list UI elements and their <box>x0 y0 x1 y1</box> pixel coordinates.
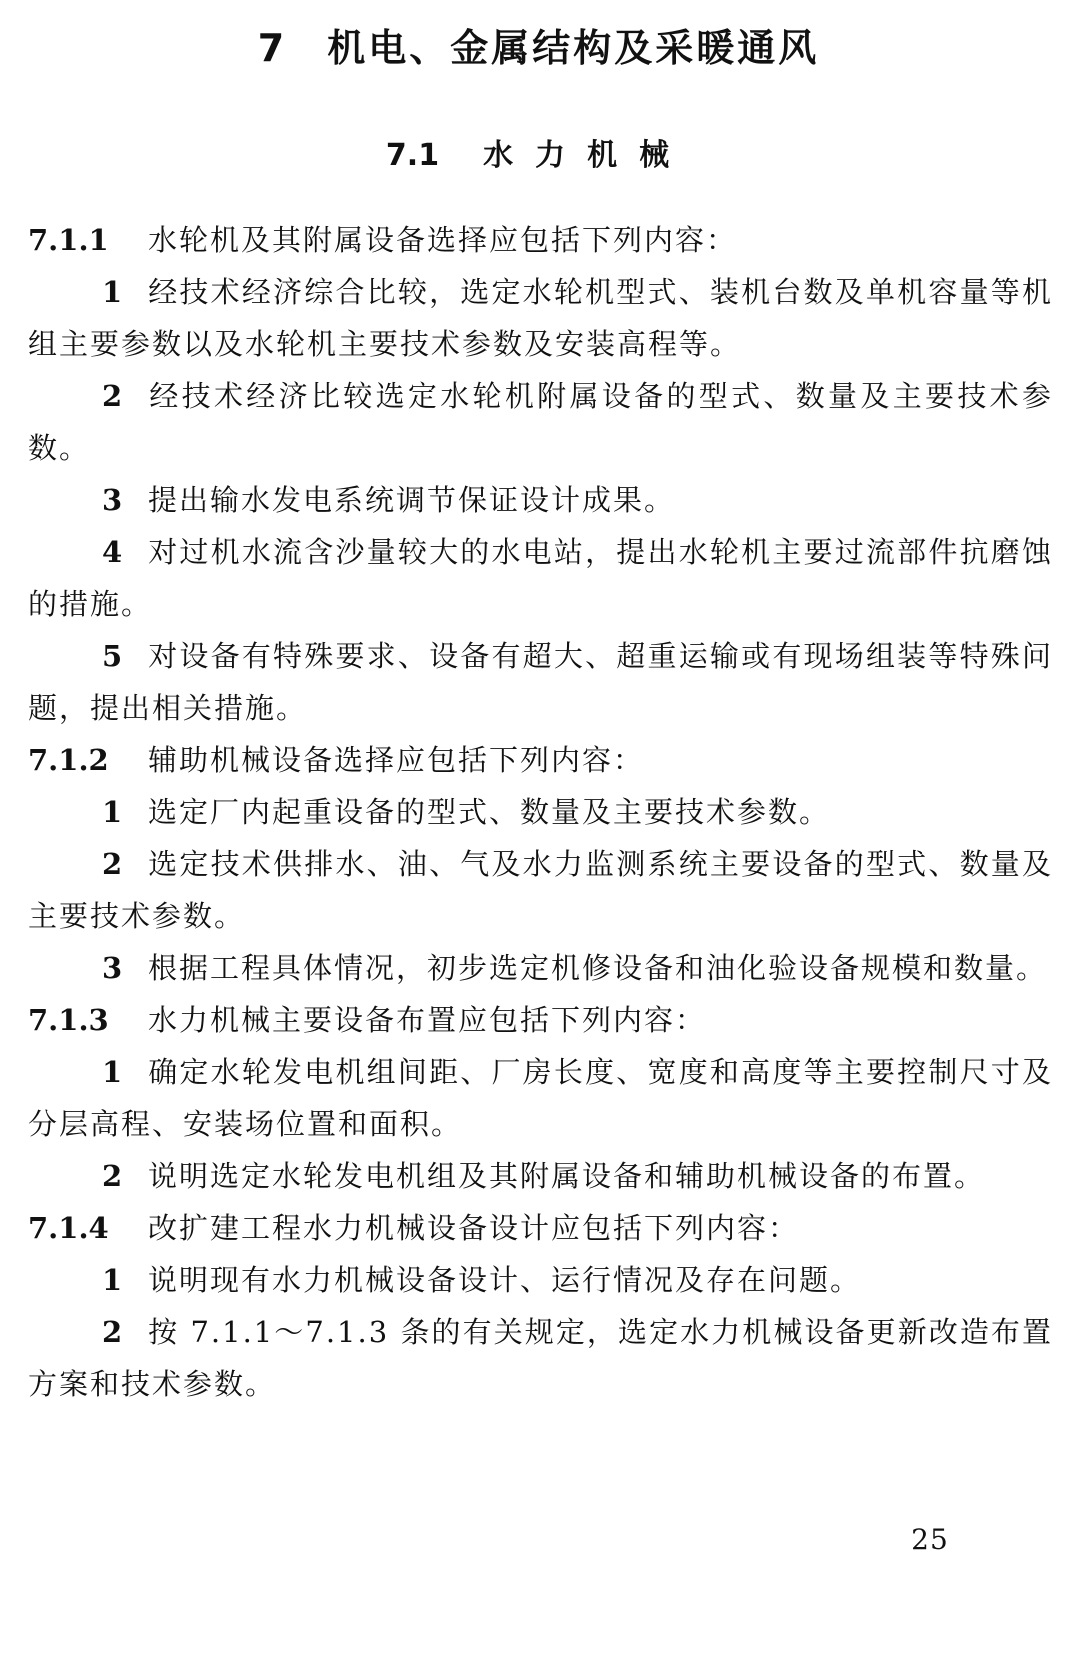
clause-number: 7.1.1 <box>28 223 109 257</box>
chapter-heading <box>0 18 1077 78</box>
clause-item <box>28 630 1053 734</box>
document-body <box>28 214 1053 1410</box>
clause-item <box>28 786 1053 838</box>
clause-number: 7.1.3 <box>28 1003 109 1037</box>
item-text: 说明现有水力机械设备设计、运行情况及存在问题。 <box>148 1263 862 1297</box>
item-text: 按 7.1.1～7.1.3 条的有关规定，选定水力机械设备更新改造布置方案和技术参数。 <box>28 1315 1053 1401</box>
item-text: 对设备有特殊要求、设备有超大、超重运输或有现场组装等特殊问题，提出相关措施。 <box>28 639 1053 725</box>
item-text: 提出输水发电系统调节保证设计成果。 <box>148 483 676 517</box>
clause-item <box>28 838 1053 942</box>
item-number: 2 <box>102 1159 123 1193</box>
item-number: 1 <box>102 275 123 309</box>
clause-text: 辅助机械设备选择应包括下列内容： <box>148 743 645 777</box>
item-number: 5 <box>102 639 123 673</box>
item-number: 1 <box>102 795 123 829</box>
item-text: 选定技术供排水、油、气及水力监测系统主要设备的型式、数量及主要技术参数。 <box>28 847 1053 933</box>
item-number: 2 <box>102 1315 123 1349</box>
clause <box>28 994 1053 1046</box>
item-number: 2 <box>102 379 123 413</box>
item-number: 1 <box>102 1055 123 1089</box>
clause-number: 7.1.2 <box>28 743 109 777</box>
clause <box>28 734 1053 786</box>
item-number: 1 <box>102 1263 123 1297</box>
item-text: 对过机水流含沙量较大的水电站，提出水轮机主要过流部件抗磨蚀的措施。 <box>28 535 1053 621</box>
clause-item <box>28 1254 1053 1306</box>
clause-number: 7.1.4 <box>28 1211 109 1245</box>
section-heading <box>0 130 1077 182</box>
clause-item <box>28 474 1053 526</box>
clause-text: 改扩建工程水力机械设备设计应包括下列内容： <box>148 1211 800 1245</box>
clause-item <box>28 526 1053 630</box>
section-title: 水力机械 <box>483 138 692 173</box>
page-number: 25 <box>911 1523 949 1556</box>
item-text: 说明选定水轮发电机组及其附属设备和辅助机械设备的布置。 <box>148 1159 986 1193</box>
chapter-number: 7 <box>257 26 288 70</box>
item-number: 3 <box>102 483 123 517</box>
item-text: 确定水轮发电机组间距、厂房长度、宽度和高度等主要控制尺寸及分层高程、安装场位置和面积。 <box>28 1055 1053 1141</box>
clause <box>28 1202 1053 1254</box>
chapter-title: 机电、金属结构及采暖通风 <box>327 26 820 70</box>
clause-text: 水轮机及其附属设备选择应包括下列内容： <box>148 223 738 257</box>
item-number: 4 <box>102 535 123 569</box>
clause-item <box>28 370 1053 474</box>
clause-text: 水力机械主要设备布置应包括下列内容： <box>148 1003 707 1037</box>
item-text: 经技术经济综合比较，选定水轮机型式、装机台数及单机容量等机组主要参数以及水轮机主要技术参数及安装高程等。 <box>28 275 1053 361</box>
clause-item <box>28 1306 1053 1410</box>
clause-item <box>28 942 1053 994</box>
clause-item <box>28 1150 1053 1202</box>
clause-item <box>28 1046 1053 1150</box>
item-number: 2 <box>102 847 123 881</box>
item-text: 根据工程具体情况，初步选定机修设备和油化验设备规模和数量。 <box>148 951 1048 985</box>
section-number: 7.1 <box>385 138 440 173</box>
item-number: 3 <box>102 951 123 985</box>
item-text: 经技术经济比较选定水轮机附属设备的型式、数量及主要技术参数。 <box>28 379 1053 465</box>
clause-item <box>28 266 1053 370</box>
clause <box>28 214 1053 266</box>
item-text: 选定厂内起重设备的型式、数量及主要技术参数。 <box>148 795 831 829</box>
